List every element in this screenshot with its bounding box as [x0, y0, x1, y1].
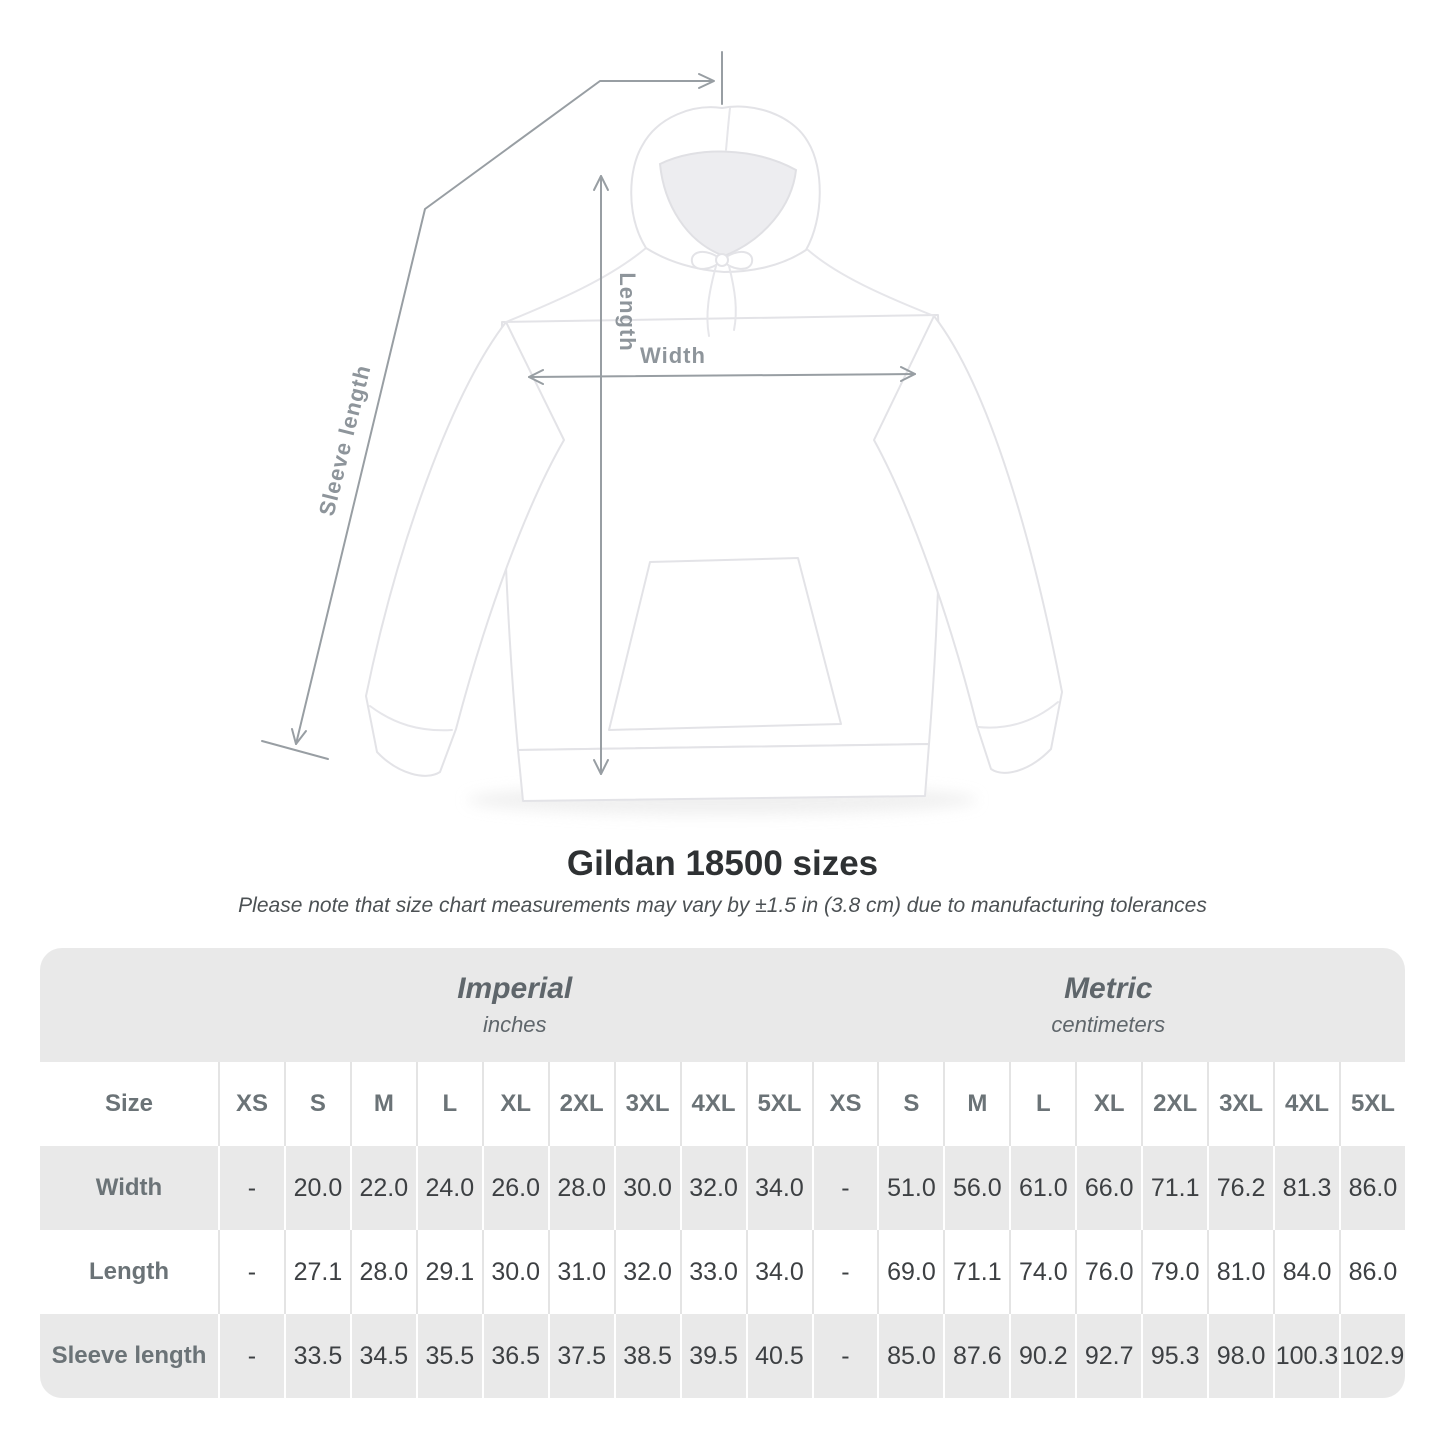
value-cell: 85.0	[877, 1314, 943, 1398]
size-header-cell: M	[350, 1062, 416, 1146]
size-header-cell: 3XL	[1207, 1062, 1273, 1146]
value-cell: 61.0	[1009, 1146, 1075, 1230]
drawstring-knot	[716, 254, 728, 266]
size-table	[40, 948, 1405, 1398]
size-header-cell: 5XL	[746, 1062, 812, 1146]
value-cell: 28.0	[548, 1146, 614, 1230]
value-cell: 71.1	[1141, 1146, 1207, 1230]
value-cell: 32.0	[680, 1146, 746, 1230]
value-cell: 51.0	[877, 1146, 943, 1230]
imperial-unit: inches	[482, 1012, 547, 1037]
row-label-sleeve-length: Sleeve length	[51, 1342, 207, 1369]
value-cell: 66.0	[1075, 1146, 1141, 1230]
size-header-row	[40, 1062, 1405, 1146]
value-cell: 102.9	[1339, 1314, 1405, 1398]
value-cell: 86.0	[1339, 1230, 1405, 1314]
value-cell: 36.5	[482, 1314, 548, 1398]
value-cell: -	[218, 1230, 284, 1314]
metric-unit: centimeters	[1051, 1012, 1166, 1037]
value-cell: 22.0	[350, 1146, 416, 1230]
size-header-cell: 2XL	[1141, 1062, 1207, 1146]
table-row-length	[40, 1230, 1405, 1314]
value-cell: -	[812, 1146, 878, 1230]
sleeve-metric-values	[812, 1314, 1406, 1398]
value-cell: 86.0	[1339, 1146, 1405, 1230]
value-cell: 39.5	[680, 1314, 746, 1398]
size-header-cell: L	[416, 1062, 482, 1146]
value-cell: 79.0	[1141, 1230, 1207, 1314]
value-cell: 24.0	[416, 1146, 482, 1230]
value-cell: 34.0	[746, 1230, 812, 1314]
length-imperial-values	[218, 1230, 812, 1314]
page-title: Gildan 18500 sizes	[566, 844, 879, 883]
value-cell: 32.0	[614, 1230, 680, 1314]
size-header-cell: M	[943, 1062, 1009, 1146]
size-header-cell: XL	[482, 1062, 548, 1146]
imperial-title: Imperial	[457, 972, 573, 1005]
sleeve-length-label: Sleeve length	[313, 362, 376, 519]
value-cell: 76.2	[1207, 1146, 1273, 1230]
value-cell: 56.0	[943, 1146, 1009, 1230]
size-header-cell: S	[284, 1062, 350, 1146]
tolerance-note: Please note that size chart measurements may vary by ±1.5 in (3.8 cm) due to manufacturing tolerances	[238, 894, 1207, 917]
row-label-length: Length	[89, 1258, 169, 1285]
value-cell: 20.0	[284, 1146, 350, 1230]
value-cell: 95.3	[1141, 1314, 1207, 1398]
value-cell: 38.5	[614, 1314, 680, 1398]
value-cell: 74.0	[1009, 1230, 1075, 1314]
imperial-size-headers	[218, 1062, 812, 1146]
value-cell: 100.3	[1273, 1314, 1339, 1398]
value-cell: -	[812, 1314, 878, 1398]
size-header-cell: 4XL	[1273, 1062, 1339, 1146]
size-header-cell: XS	[218, 1062, 284, 1146]
sleeve-imperial-values	[218, 1314, 812, 1398]
value-cell: 40.5	[746, 1314, 812, 1398]
value-cell: 26.0	[482, 1146, 548, 1230]
value-cell: 34.0	[746, 1146, 812, 1230]
value-cell: -	[218, 1314, 284, 1398]
length-metric-values	[812, 1230, 1406, 1314]
value-cell: 33.0	[680, 1230, 746, 1314]
metric-size-headers	[812, 1062, 1406, 1146]
size-header-cell: XS	[812, 1062, 878, 1146]
value-cell: 30.0	[482, 1230, 548, 1314]
hoodie-waistband	[518, 744, 929, 801]
value-cell: 29.1	[416, 1230, 482, 1314]
size-header-cell: 3XL	[614, 1062, 680, 1146]
value-cell: 35.5	[416, 1314, 482, 1398]
value-cell: 76.0	[1075, 1230, 1141, 1314]
value-cell: 28.0	[350, 1230, 416, 1314]
unit-header-band	[40, 948, 1405, 1062]
hoodie-graphic	[366, 106, 1062, 801]
table-row-sleeve-length	[40, 1314, 1405, 1398]
value-cell: -	[218, 1146, 284, 1230]
size-header-cell: 4XL	[680, 1062, 746, 1146]
value-cell: 37.5	[548, 1314, 614, 1398]
value-cell: 27.1	[284, 1230, 350, 1314]
value-cell: -	[812, 1230, 878, 1314]
row-label-width: Width	[95, 1174, 163, 1201]
value-cell: 71.1	[943, 1230, 1009, 1314]
value-cell: 87.6	[943, 1314, 1009, 1398]
length-label: Length	[615, 272, 640, 352]
metric-section-header	[812, 948, 1406, 1062]
value-cell: 33.5	[284, 1314, 350, 1398]
value-cell: 69.0	[877, 1230, 943, 1314]
metric-title: Metric	[1064, 972, 1153, 1005]
size-header-label: Size	[104, 1090, 154, 1117]
imperial-section-header	[218, 948, 812, 1062]
value-cell: 98.0	[1207, 1314, 1273, 1398]
table-row-width	[40, 1146, 1405, 1230]
value-cell: 81.0	[1207, 1230, 1273, 1314]
value-cell: 90.2	[1009, 1314, 1075, 1398]
size-header-cell: 5XL	[1339, 1062, 1405, 1146]
value-cell: 81.3	[1273, 1146, 1339, 1230]
value-cell: 92.7	[1075, 1314, 1141, 1398]
width-imperial-values	[218, 1146, 812, 1230]
size-header-cell: XL	[1075, 1062, 1141, 1146]
value-cell: 84.0	[1273, 1230, 1339, 1314]
value-cell: 30.0	[614, 1146, 680, 1230]
size-header-cell: L	[1009, 1062, 1075, 1146]
size-header-cell: 2XL	[548, 1062, 614, 1146]
width-metric-values	[812, 1146, 1406, 1230]
value-cell: 31.0	[548, 1230, 614, 1314]
size-header-cell: S	[877, 1062, 943, 1146]
band-spacer	[40, 948, 218, 1062]
value-cell: 34.5	[350, 1314, 416, 1398]
width-label: Width	[640, 343, 706, 368]
